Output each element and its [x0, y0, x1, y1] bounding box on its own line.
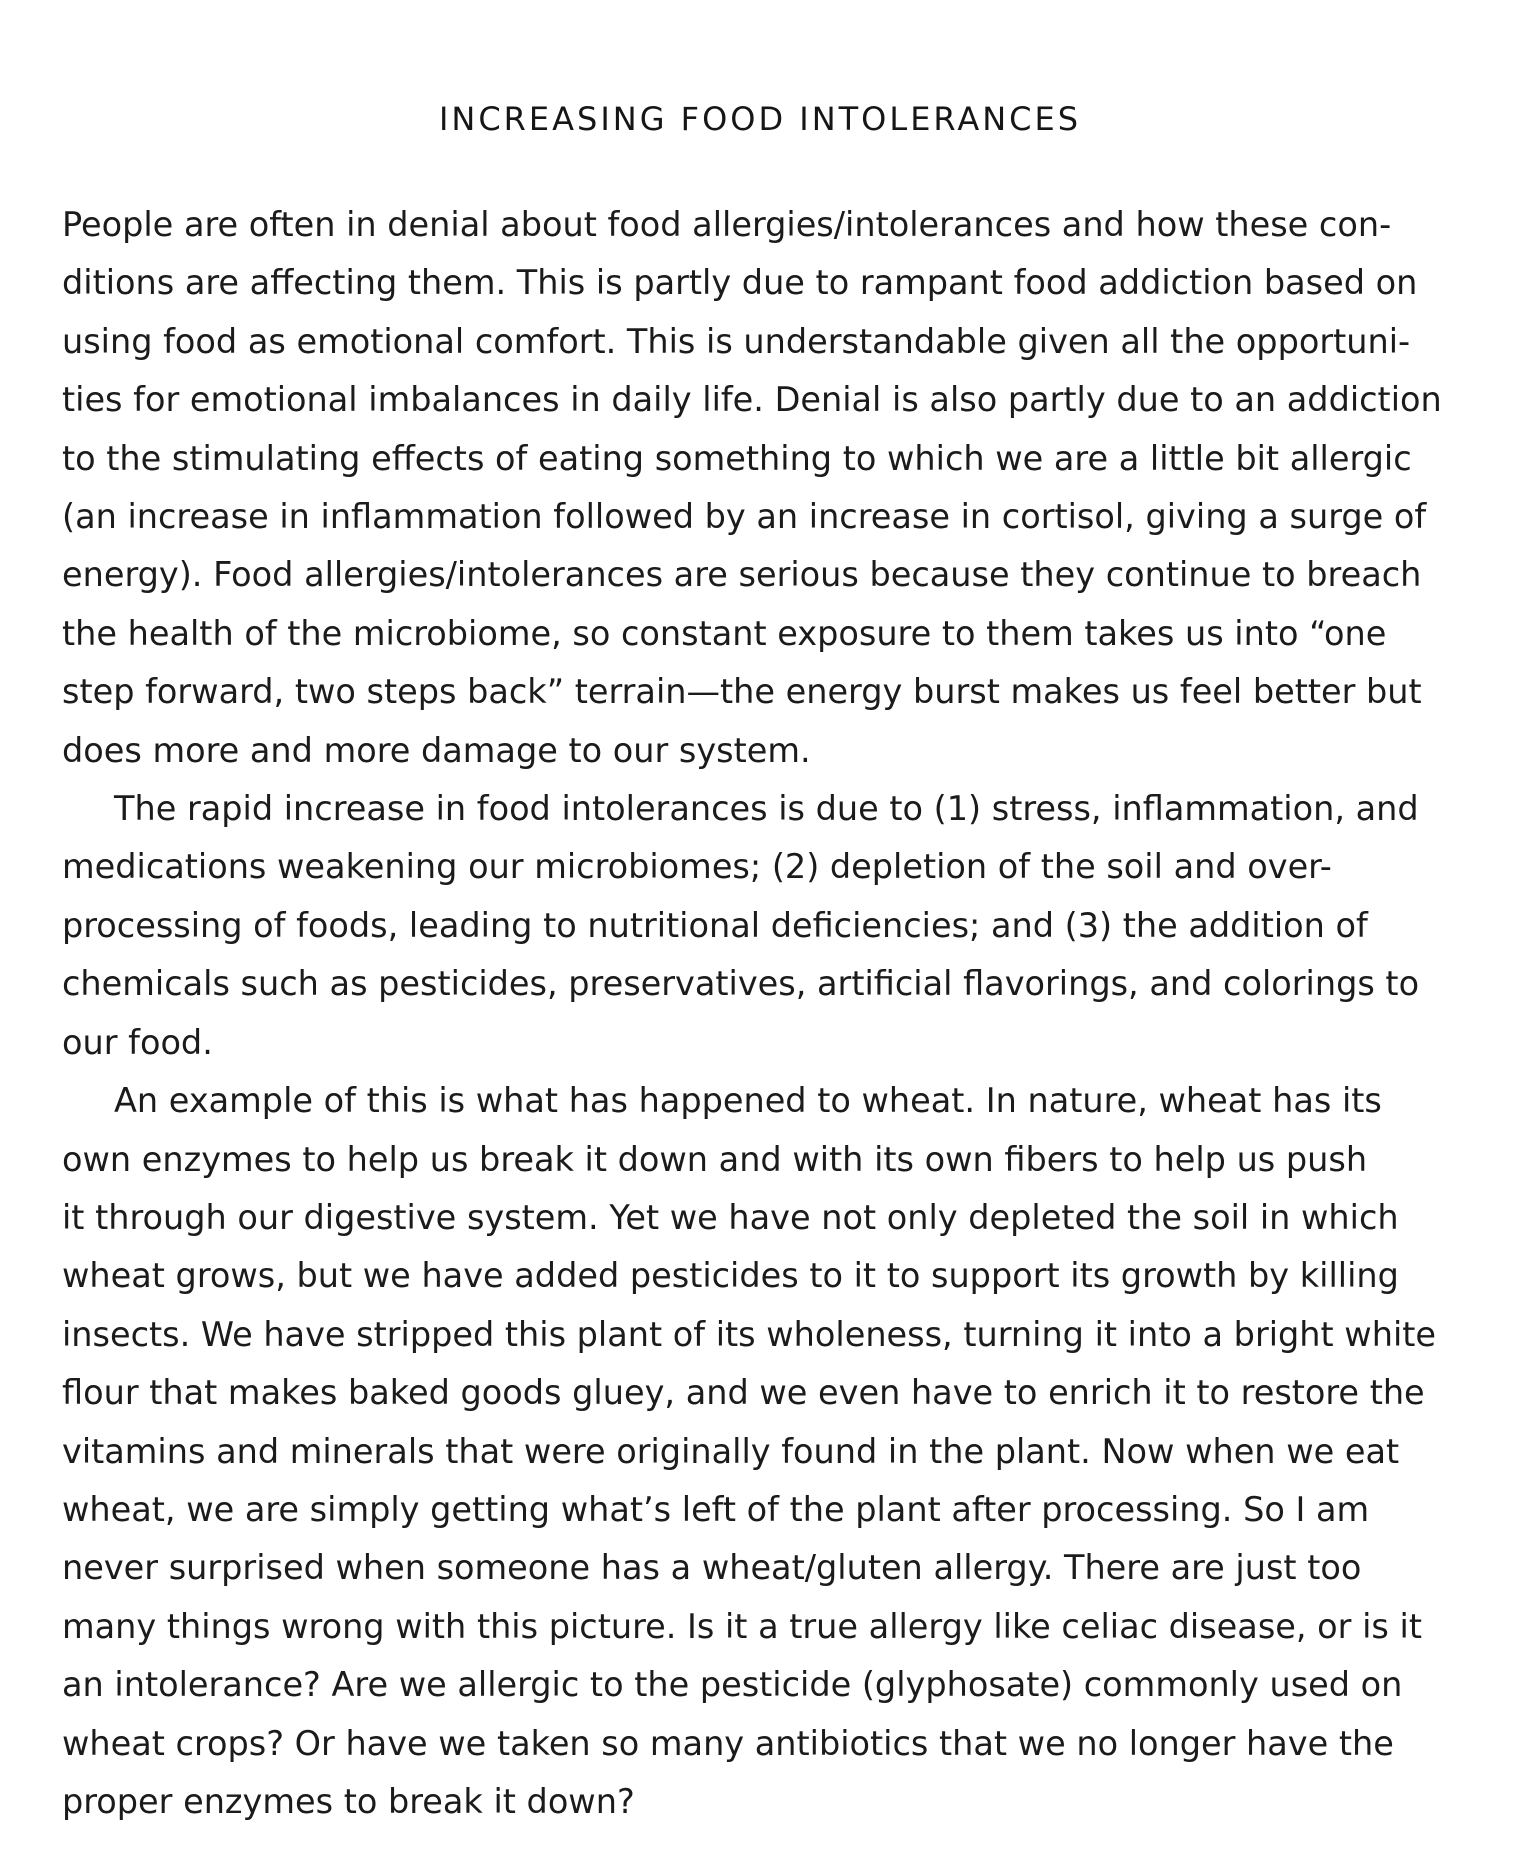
text-line: wheat, we are simply getting what’s left of the plant after processing. So I am [62, 1489, 1370, 1529]
text-line: ties for emotional imbalances in daily life. Denial is also partly due to an addiction [62, 380, 1442, 420]
text-line: an intolerance? Are we allergic to the pesticide (glyphosate) commonly used on [62, 1665, 1403, 1705]
text-line: vitamins and minerals that were originally found in the plant. Now when we eat [62, 1431, 1400, 1471]
text-line: ditions are affecting them. This is partly due to rampant food addiction based on [62, 263, 1418, 303]
text-line: wheat crops? Or have we taken so many antibiotics that we no longer have the [62, 1723, 1394, 1763]
text-line: energy). Food allergies/intolerances are serious because they continue to breach [62, 555, 1422, 595]
paragraph-1 [62, 196, 1482, 780]
text-line: step forward, two steps back” terrain—the energy burst makes us feel better but [62, 672, 1422, 712]
text-line: proper enzymes to break it down? [62, 1781, 635, 1821]
text-line: to the stimulating effects of eating something to which we are a little bit allergic [62, 438, 1412, 478]
text-line: chemicals such as pesticides, preservatives, artificial flavorings, and colorings to [62, 964, 1420, 1004]
text-line: own enzymes to help us break it down and with its own fibers to help us push [62, 1139, 1368, 1179]
text-line: never surprised when someone has a wheat/gluten allergy. There are just too [62, 1548, 1362, 1588]
text-line: wheat grows, but we have added pesticides to it to support its growth by killing [62, 1256, 1399, 1296]
text-line: it through our digestive system. Yet we have not only depleted the soil in which [62, 1197, 1399, 1237]
text-line: flour that makes baked goods gluey, and we even have to enrich it to restore the [62, 1373, 1425, 1413]
section-heading: INCREASING FOOD INTOLERANCES [438, 100, 1082, 138]
text-line: using food as emotional comfort. This is understandable given all the opportuni- [62, 321, 1411, 361]
text-line: (an increase in inflammation followed by an increase in cortisol, giving a surge of [62, 497, 1427, 537]
text-line: the health of the microbiome, so constant exposure to them takes us into “one [62, 613, 1387, 653]
body-text [62, 196, 1482, 1831]
paragraph-3 [62, 1072, 1482, 1831]
text-line: medications weakening our microbiomes; (2) depletion of the soil and over- [62, 847, 1332, 887]
paragraph-2 [62, 780, 1482, 1072]
text-line: The rapid increase in food intolerances is due to (1) stress, inflammation, and [114, 789, 1419, 829]
text-line: An example of this is what has happened to wheat. In nature, wheat has its [114, 1081, 1382, 1121]
text-line: processing of foods, leading to nutritional deficiencies; and (3) the addition of [62, 905, 1368, 945]
text-line: People are often in denial about food allergies/intolerances and how these con- [62, 205, 1392, 244]
text-line: our food. [62, 1022, 213, 1062]
text-line: many things wrong with this picture. Is it a true allergy like celiac disease, or is it [62, 1606, 1422, 1646]
text-line: insects. We have stripped this plant of its wholeness, turning it into a bright white [62, 1314, 1436, 1354]
text-line: does more and more damage to our system. [62, 730, 811, 770]
